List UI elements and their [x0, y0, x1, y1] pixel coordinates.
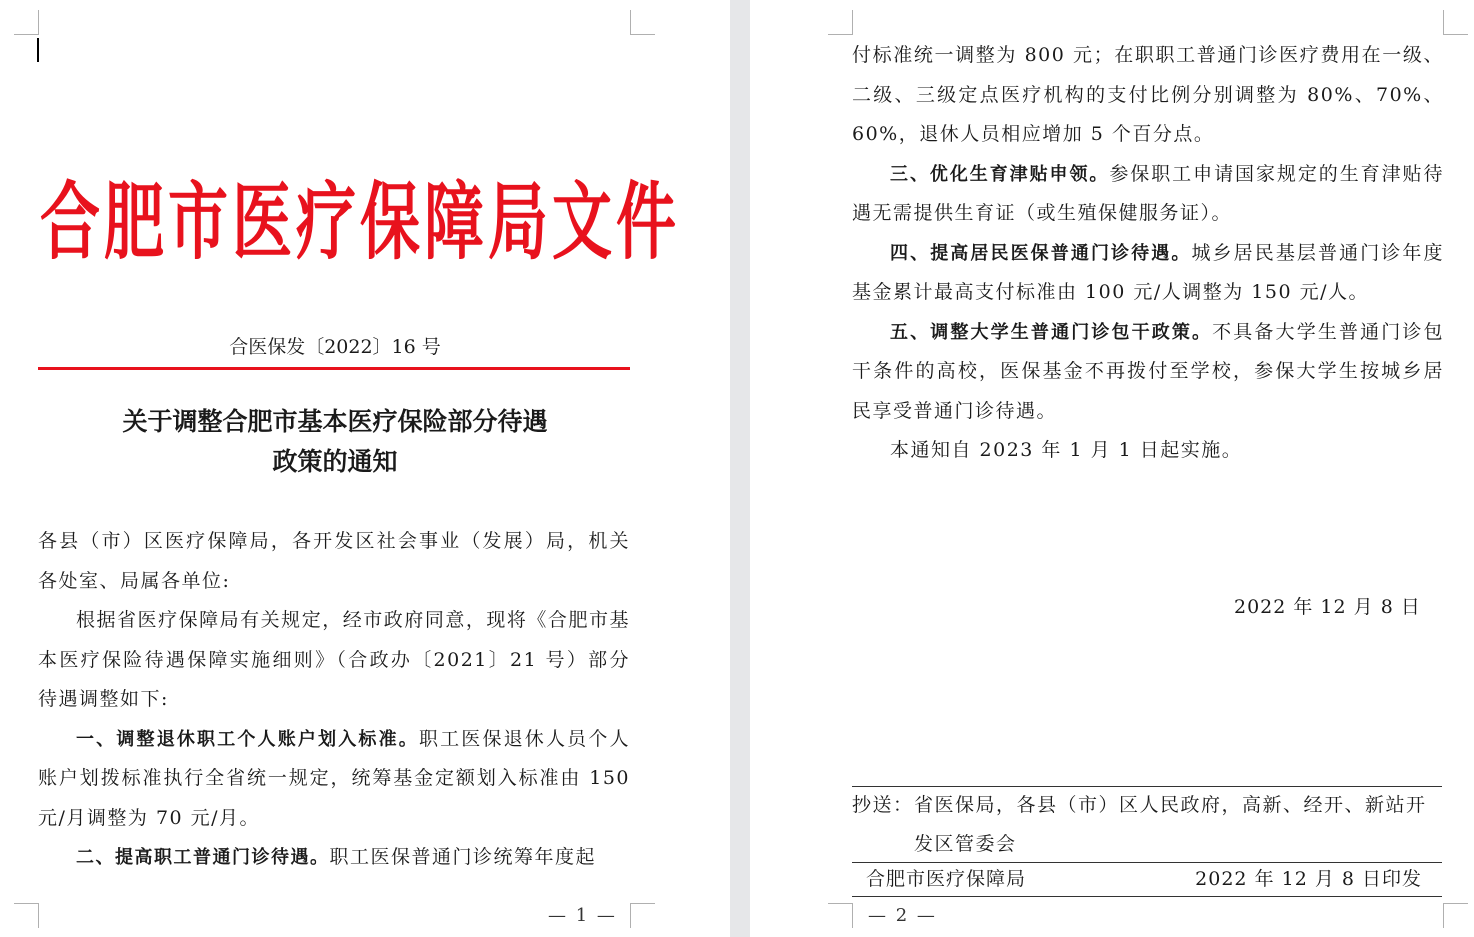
page-corner-mark: [1443, 903, 1468, 928]
item-5-text: 不具备大学生普通门诊包干条件的高校，医保基金不再拨付至学校，参保大学生按城乡居民享受普通门诊待遇。: [852, 320, 1444, 422]
page-number-1: — 1 —: [548, 905, 617, 926]
document-red-header: 合肥市医疗保障局文件: [40, 174, 680, 272]
item-3-paragraph: [852, 155, 1444, 234]
page-corner-mark: [1443, 10, 1468, 35]
cc-label: 抄送：: [852, 794, 914, 816]
salutation: 各县（市）区医疗保障局，各开发区社会事业（发展）局，机关各处室、局属各单位:: [38, 530, 630, 592]
page-gutter: [730, 0, 750, 937]
item-2-heading: 二、提高职工普通门诊待遇。: [76, 847, 330, 868]
page-corner-mark: [828, 10, 853, 35]
item-3-heading: 三、优化生育津贴申领。: [890, 163, 1110, 185]
page-2-body: [852, 36, 1444, 471]
item-1-heading: 一、调整退休职工个人账户划入标准。: [76, 728, 419, 750]
item-5-paragraph: [852, 313, 1444, 432]
issue-date: 2022 年 12 月 8 日印发: [1195, 868, 1422, 890]
cc-recipients: 省医保局，各县（市）区人民政府，高新、经开、新站开发区管委会: [914, 794, 1427, 855]
effective-date-paragraph: 本通知自 2023 年 1 月 1 日起实施。: [890, 439, 1243, 461]
item-4-paragraph: [852, 234, 1444, 313]
issuing-authority: 合肥市医疗保障局: [866, 868, 1027, 890]
page-corner-mark: [14, 10, 39, 35]
item-1-paragraph: [38, 720, 630, 839]
document-number: 合医保发〔2022〕16 号: [229, 336, 441, 358]
page-number-2: — 2 —: [868, 905, 937, 926]
cc-middle-rule: [852, 862, 1442, 863]
red-divider: [38, 367, 630, 370]
item-4-heading: 四、提高居民医保普通门诊待遇。: [890, 242, 1192, 264]
cc-block: [852, 786, 1444, 864]
page-corner-mark: [828, 903, 853, 928]
text-cursor: [37, 38, 39, 62]
title-line-2: 政策的通知: [272, 447, 398, 476]
item-2-text: 职工医保普通门诊统筹年度起: [329, 846, 597, 868]
item-4-text: 城乡居民基层普通门诊年度基金累计最高支付标准由 100 元/人调整为 150 元/人。: [852, 241, 1444, 303]
page-corner-mark: [14, 903, 39, 928]
item-1-text: 职工医保退休人员个人账户划拨标准执行全省统一规定，统筹基金定额划入标准由 150 元/月调整为 70 元/月。: [38, 727, 630, 829]
item-5-heading: 五、调整大学生普通门诊包干政策。: [890, 321, 1213, 343]
item-3-text: 参保职工申请国家规定的生育津贴待遇无需提供生育证（或生殖保健服务证）。: [852, 162, 1444, 224]
item-2-paragraph: [38, 838, 630, 878]
cc-bottom-rule: [852, 896, 1442, 897]
intro-paragraph: 根据省医疗保障局有关规定，经市政府同意，现将《合肥市基本医疗保险待遇保障实施细则》（合政办〔2021〕21 号）部分待遇调整如下:: [38, 609, 630, 710]
continuation-paragraph: 付标准统一调整为 800 元；在职职工普通门诊医疗费用在一级、二级、三级定点医疗机构的支付比例分别调整为 80%、70%、60%，退休人员相应增加 5 个百分点。: [852, 44, 1444, 145]
title-line-1: 关于调整合肥市基本医疗保险部分待遇: [122, 407, 548, 436]
page-corner-mark: [630, 903, 655, 928]
document-title: [40, 402, 630, 482]
page-1-body: [38, 522, 630, 878]
page-corner-mark: [630, 10, 655, 35]
signature-date: 2022 年 12 月 8 日: [1234, 596, 1421, 618]
